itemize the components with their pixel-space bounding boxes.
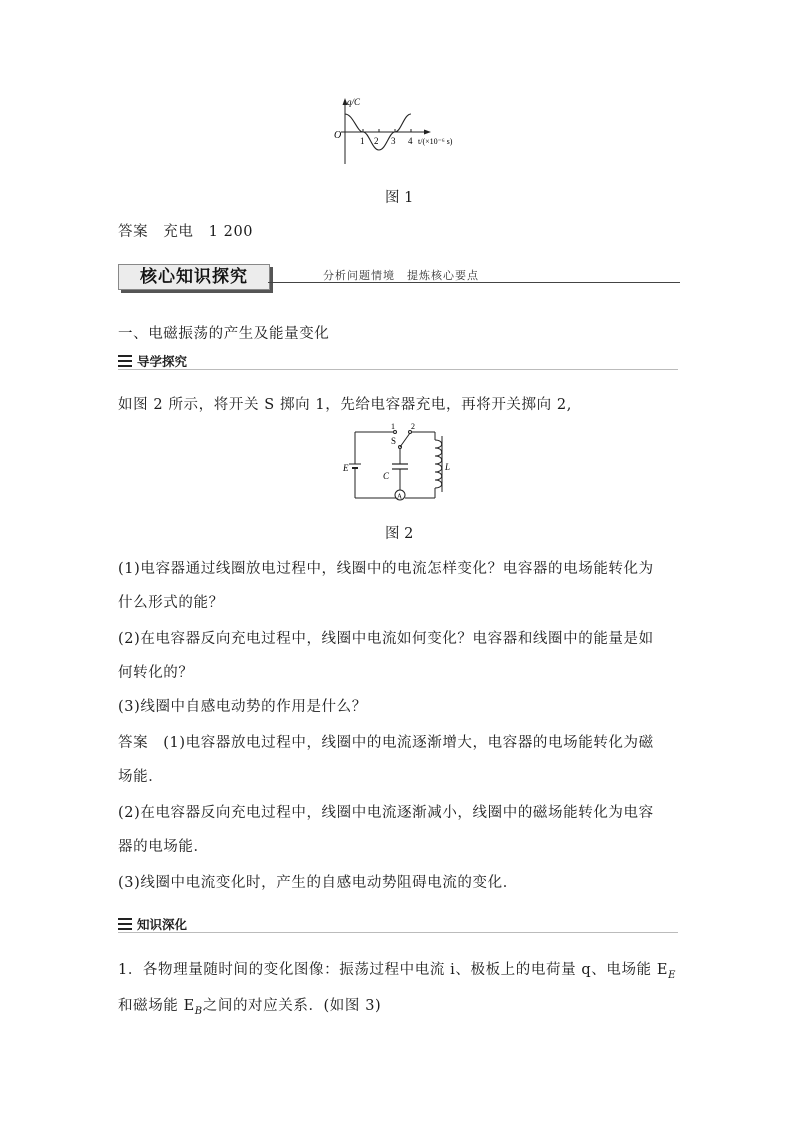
banner-title: 核心知识探究 — [140, 267, 248, 287]
guide-label-text: 导学探究 — [137, 354, 188, 369]
section-banner — [118, 262, 680, 292]
deepen-line-1 — [118, 958, 676, 981]
question-line-2: 什么形式的能？ — [118, 595, 224, 611]
deepen-divider — [118, 932, 678, 933]
deepen-label-text: 知识深化 — [137, 917, 188, 932]
answer-line-4: 器的电场能． — [118, 839, 209, 855]
figure-1-tick-4: 4 — [408, 136, 413, 146]
figure-2-E: E — [343, 463, 349, 473]
figure-1-x-label: t/(×10⁻⁶ s) — [418, 137, 453, 146]
figure-1-origin: O — [334, 130, 342, 141]
question-line-4: 何转化的？ — [118, 665, 194, 681]
deepen-line-1-text: 1．各物理量随时间的变化图像：振荡过程中电流 i、极板上的电荷量 q、电场能 E — [118, 962, 669, 978]
deepen-line-1-sub: E — [668, 969, 676, 981]
question-line-1: (1)电容器通过线圈放电过程中，线圈中的电流怎样变化？电容器的电场能转化为 — [118, 561, 654, 577]
figure-1-tick-3: 3 — [391, 136, 396, 146]
answer-line-5: (3)线圈中电流变化时，产生的自感电动势阻碍电流的变化． — [118, 875, 518, 891]
list-icon — [118, 355, 132, 367]
figure-2-C: C — [383, 471, 390, 481]
deepen-label — [118, 915, 187, 933]
figure-1-caption: 图 1 — [385, 190, 414, 206]
answer-line-2: 场能． — [118, 769, 164, 785]
figure-2-circuit — [340, 420, 460, 508]
figure-1-graph — [325, 92, 470, 172]
figure-2-S: S — [391, 436, 397, 446]
figure-2-ammeter: A — [397, 492, 403, 501]
section-1-heading: 一、电磁振荡的产生及能量变化 — [118, 326, 330, 342]
figure-2-caption: 图 2 — [385, 526, 414, 542]
deepen-line-2 — [118, 994, 381, 1017]
banner-title-box — [118, 264, 270, 290]
deepen-line-2-sub: B — [194, 1005, 203, 1017]
answer-line-1: 答案 (1)电容器放电过程中，线圈中的电流逐渐增大，电容器的电场能转化为磁 — [118, 735, 654, 751]
answer-line-3: (2)在电容器反向充电过程中，线圈中电流逐渐减小，线圈中的磁场能转化为电容 — [118, 805, 654, 821]
answer-1: 答案 充电 1 200 — [118, 224, 254, 240]
guide-divider — [118, 369, 678, 370]
figure-2-pos-1: 1 — [391, 422, 395, 431]
figure-1-tick-2: 2 — [374, 136, 379, 146]
figure-1-y-label: q/C — [347, 97, 361, 107]
figure-2-pos-2: 2 — [411, 422, 415, 431]
question-line-3: (2)在电容器反向充电过程中，线圈中电流如何变化？电容器和线圈中的能量是如 — [118, 631, 654, 647]
figure-1-tick-1: 1 — [360, 136, 365, 146]
section-1-intro: 如图 2 所示，将开关 S 掷向 1，先给电容器充电，再将开关掷向 2, — [118, 397, 572, 413]
deepen-line-2-b: 之间的对应关系．(如图 3) — [202, 998, 382, 1014]
figure-2-L: L — [445, 462, 451, 472]
banner-subtitle: 分析问题情境 提炼核心要点 — [323, 269, 479, 282]
question-line-5: (3)线圈中自感电动势的作用是什么？ — [118, 699, 367, 715]
list-icon — [118, 918, 132, 930]
deepen-line-2-a: 和磁场能 E — [118, 998, 195, 1014]
guide-label — [118, 352, 187, 370]
